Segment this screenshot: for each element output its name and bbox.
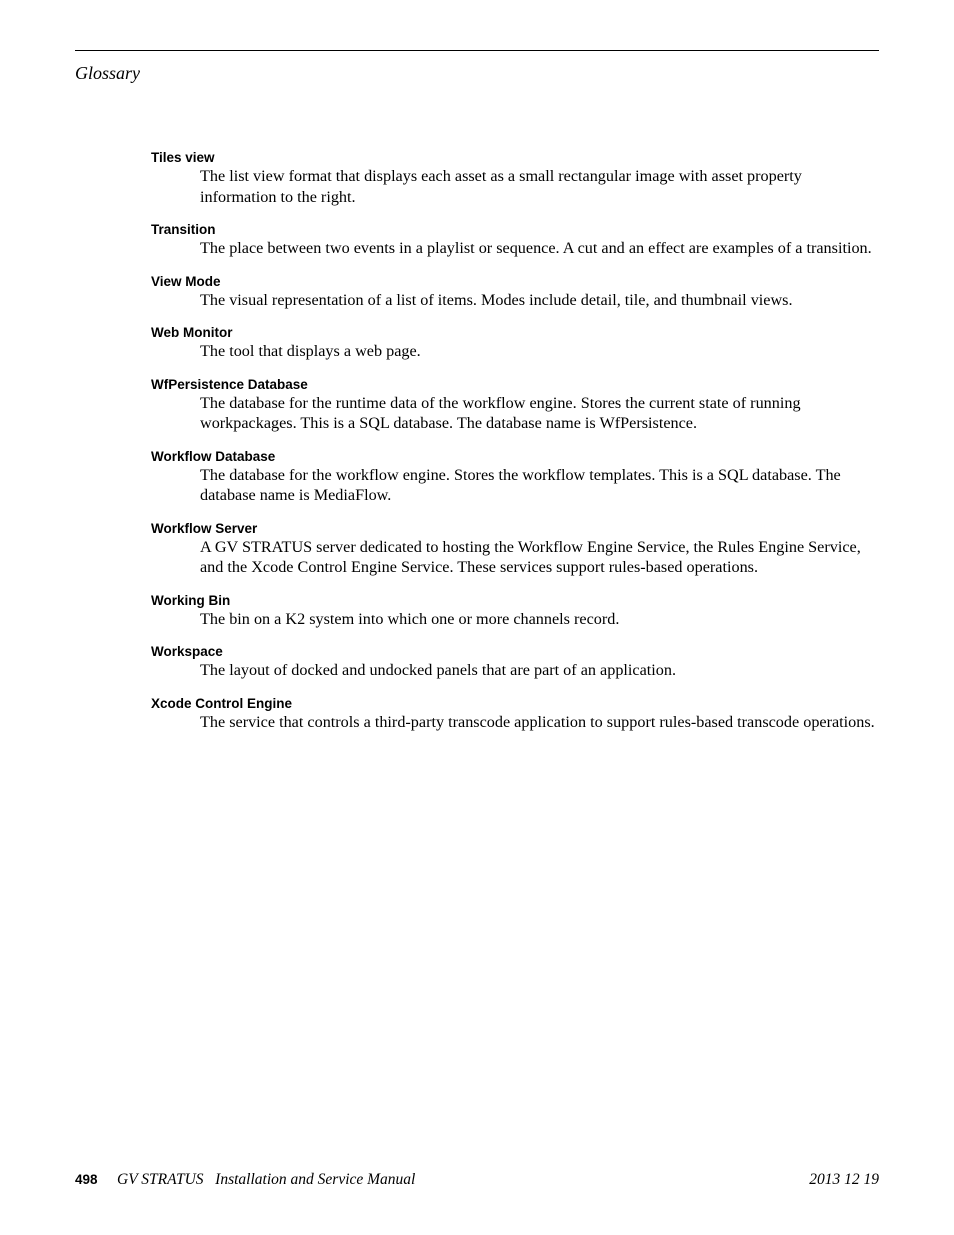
glossary-entry	[151, 520, 879, 578]
section-title: Glossary	[75, 63, 141, 83]
glossary-list	[151, 149, 879, 746]
glossary-definition: The place between two events in a playlist or sequence. A cut and an effect are examples of a transition.	[200, 239, 872, 257]
glossary-definition: The bin on a K2 system into which one or more channels record.	[200, 609, 620, 628]
header-rule	[75, 50, 879, 51]
document-date: 2013 12 19	[809, 1171, 879, 1188]
glossary-definition: The database for the workflow engine. Stores the workflow templates. This is a SQL database. The database name is MediaFlow.	[200, 465, 841, 504]
glossary-entry	[151, 324, 879, 362]
glossary-entry	[151, 592, 879, 630]
glossary-term: Workflow Database	[151, 448, 276, 464]
glossary-entry	[151, 376, 879, 434]
glossary-term: Transition	[151, 222, 216, 237]
glossary-term: Workspace	[151, 644, 223, 659]
glossary-term: Working Bin	[151, 592, 231, 608]
page-footer	[75, 1169, 879, 1193]
glossary-definition: The list view format that displays each asset as a small rectangular image with asset property information to the right.	[200, 167, 802, 206]
glossary-term: Xcode Control Engine	[151, 695, 293, 711]
glossary-entry	[151, 221, 879, 259]
glossary-term: WfPersistence Database	[151, 376, 308, 392]
glossary-entry	[151, 695, 879, 733]
glossary-definition: The tool that displays a web page.	[200, 342, 421, 360]
glossary-definition: The database for the runtime data of the workflow engine. Stores the current state of running workpackages. This is a SQL database. The database name is WfPersistence.	[200, 393, 801, 432]
glossary-definition: The service that controls a third-party transcode application to support rules-based transcode operations.	[200, 712, 875, 731]
page-number: 498	[75, 1172, 98, 1187]
glossary-term: Workflow Server	[151, 520, 258, 536]
glossary-term: Web Monitor	[151, 325, 233, 340]
glossary-definition: A GV STRATUS server dedicated to hosting the Workflow Engine Service, the Rules Engine Service, and the Xcode Control Engine Service. These services support rules-based operations.	[200, 537, 861, 576]
glossary-entry	[151, 149, 879, 207]
glossary-entry	[151, 273, 879, 311]
glossary-term: View Mode	[151, 273, 221, 289]
glossary-definition: The visual representation of a list of items. Modes include detail, tile, and thumbnail views.	[200, 290, 793, 309]
glossary-entry	[151, 643, 879, 681]
glossary-definition: The layout of docked and undocked panels that are part of an application.	[200, 661, 677, 679]
glossary-term: Tiles view	[151, 150, 215, 165]
glossary-entry	[151, 448, 879, 506]
manual-title: GV STRATUS Installation and Service Manual	[117, 1171, 416, 1188]
